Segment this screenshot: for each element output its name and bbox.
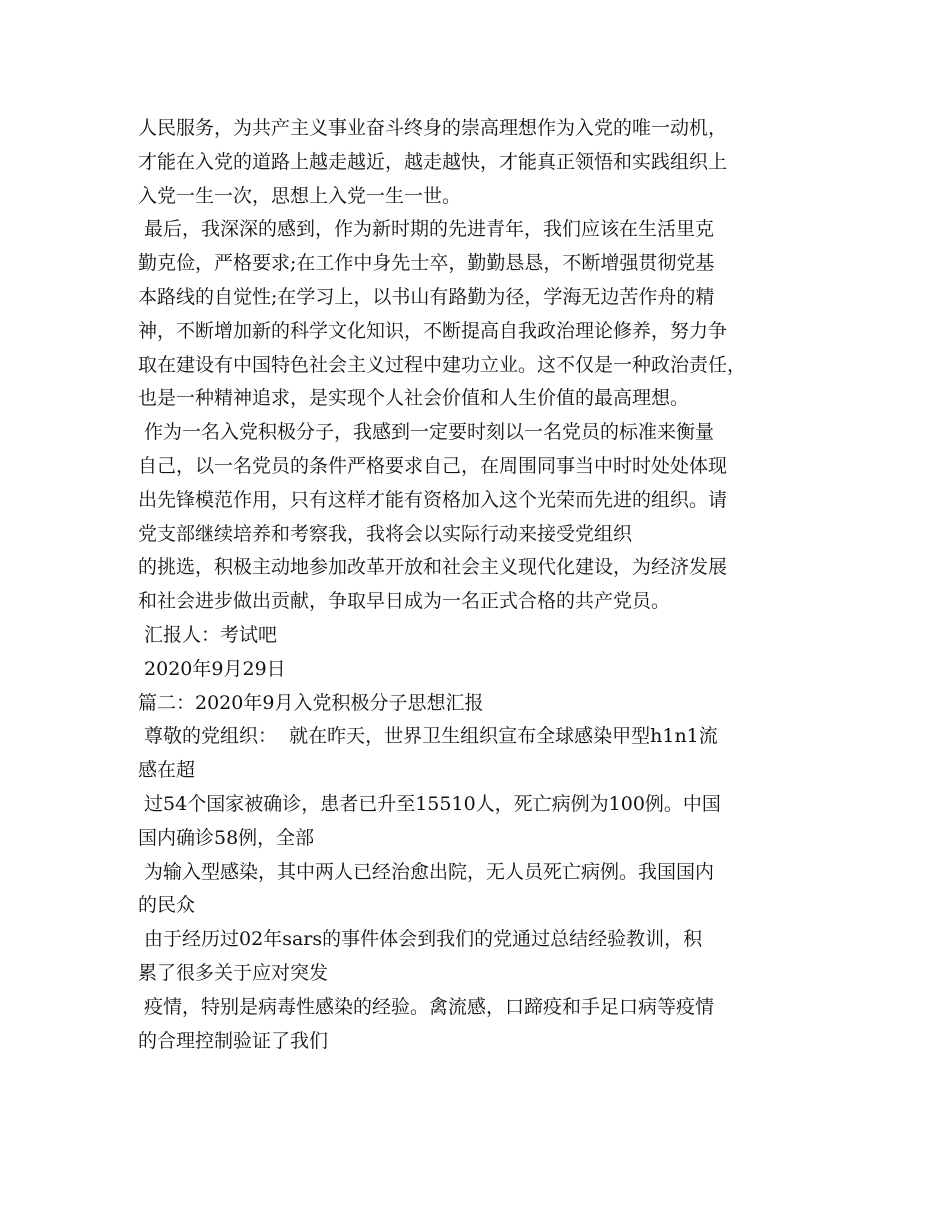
text-line: 人民服务，为共产主义事业奋斗终身的崇高理想作为入党的唯一动机，: [138, 117, 728, 139]
text-line: 过54个国家被确诊，患者已升至15510人，死亡病例为100例。中国: [138, 792, 721, 815]
text-line: 的合理控制验证了我们: [138, 1029, 329, 1052]
text-line: 和社会进步做出贡献，争取早日成为一名正式合格的共产党员。: [138, 590, 671, 613]
text-line: 神，不断增加新的科学文化知识，不断提高自我政治理论修养，努力争: [138, 319, 728, 342]
date-line: 2020年9月29日: [138, 657, 286, 680]
text-line: 入党一生一次，思想上入党一生一世。: [138, 184, 462, 207]
text-line: 由于经历过02年sars的事件体会到我们的党通过总结经验教训，积: [138, 928, 703, 951]
section-title: 篇二：2020年9月入党积极分子思想汇报: [138, 691, 484, 714]
text-line: 本路线的自觉性;在学习上，以书山有路勤为径，学海无边苦作舟的精: [138, 285, 715, 308]
text-line: 取在建设有中国特色社会主义过程中建功立业。这不仅是一种政治责任，: [138, 353, 747, 376]
text-line: 感在超: [138, 759, 196, 782]
text-line: 尊敬的党组织： 就在昨天，世界卫生组织宣布全球感染甲型h1n1流: [138, 725, 718, 748]
text-line: 自己，以一名党员的条件严格要求自己，在周围同事当中时时处处体现: [138, 454, 728, 477]
text-line: 才能在入党的道路上越走越近，越走越快，才能真正领悟和实践组织上: [138, 150, 728, 173]
text-line: 的挑选，积极主动地参加改革开放和社会主义现代化建设，为经济发展: [138, 556, 728, 579]
text-line: 出先锋模范作用，只有这样才能有资格加入这个光荣而先进的组织。请: [138, 488, 728, 511]
text-line: 疫情，特别是病毒性感染的经验。禽流感，口蹄疫和手足口病等疫情: [138, 995, 715, 1018]
text-line: 也是一种精神追求，是实现个人社会价值和人生价值的最高理想。: [138, 387, 690, 410]
text-line: 最后，我深深的感到，作为新时期的先进青年，我们应该在生活里克: [138, 218, 715, 241]
text-line: 为输入型感染，其中两人已经治愈出院，无人员死亡病例。我国国内: [138, 860, 715, 883]
text-line: 的民众: [138, 894, 196, 917]
text-line: 党支部继续培养和考察我，我将会以实际行动来接受党组织: [138, 522, 633, 545]
document-body: [138, 112, 828, 1058]
reporter-line: 汇报人：考试吧: [138, 623, 278, 646]
text-line: 累了很多关于应对突发: [138, 961, 329, 984]
text-line: 作为一名入党积极分子，我感到一定要时刻以一名党员的标准来衡量: [138, 421, 715, 444]
text-line: 国内确诊58例，全部: [138, 826, 315, 849]
text-line: 勤克俭，严格要求;在工作中身先士卒，勤勤恳恳，不断增强贯彻党基: [138, 252, 715, 275]
